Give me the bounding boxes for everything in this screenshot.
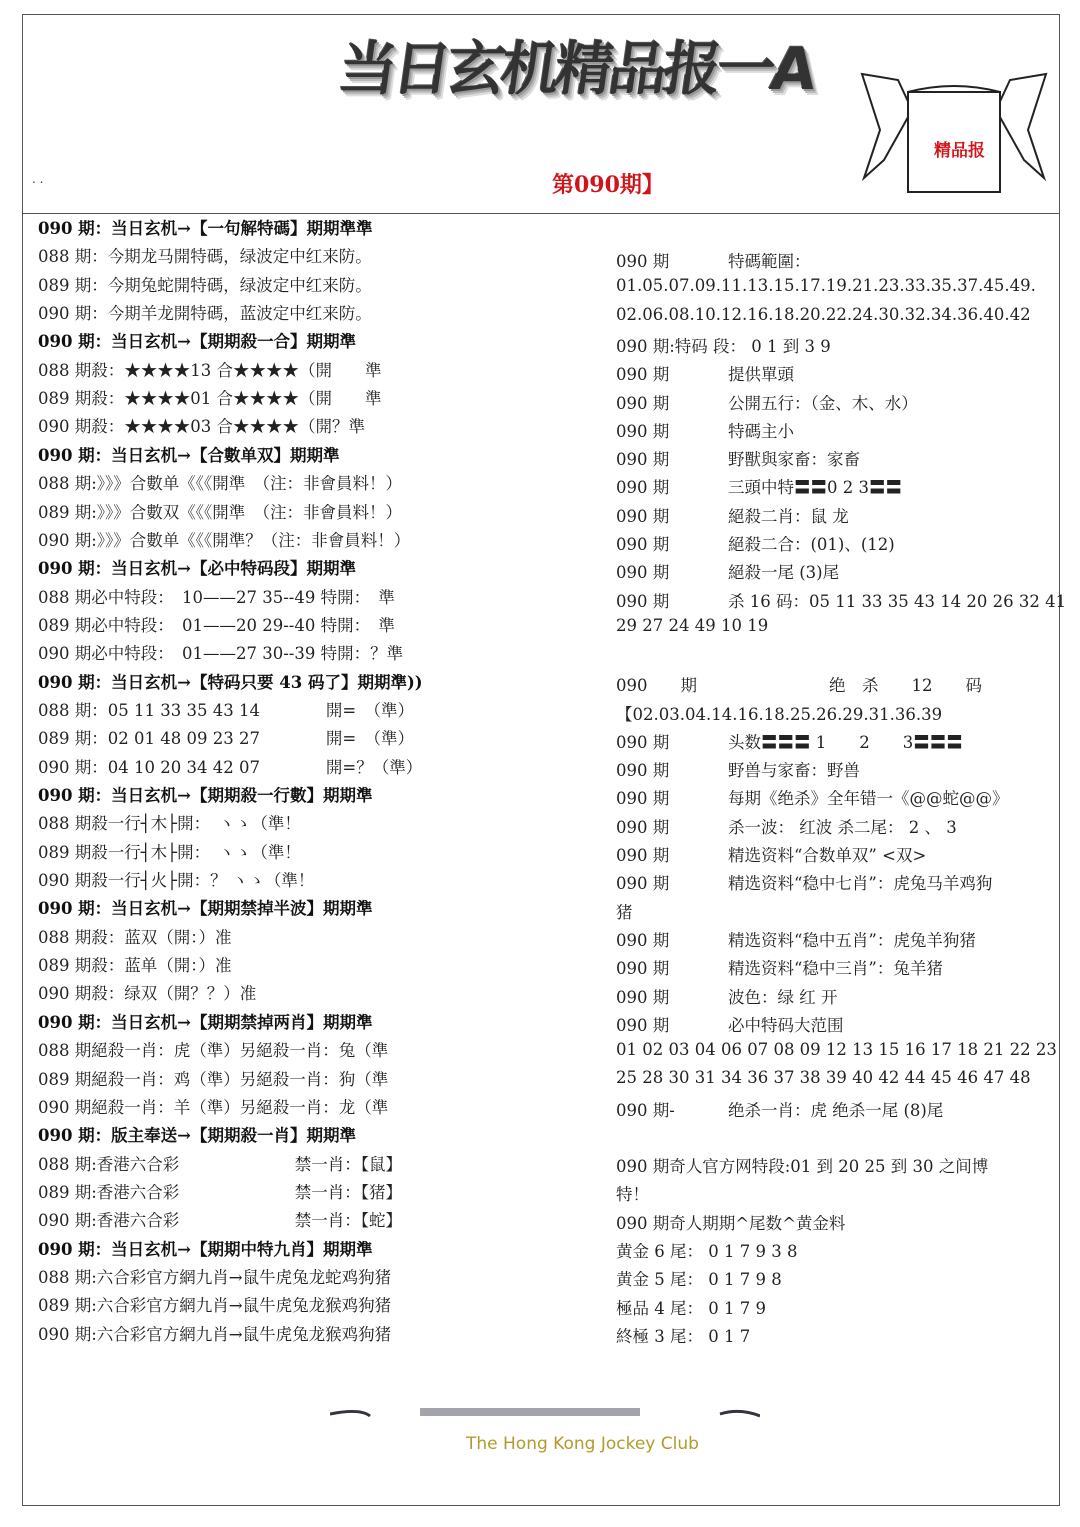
info-row-value: 絕殺一尾 (3)尾 xyxy=(728,563,840,583)
info-row-lead: 090 期 xyxy=(616,761,670,781)
info-row xyxy=(616,955,943,979)
info-row-lead: 090 期奇人官方网特段:01 到 20 25 到 30 之间博 xyxy=(616,1157,989,1176)
list-item: 089 期:六合彩官方網九肖→鼠牛虎兔龙猴鸡狗猪 xyxy=(38,1296,392,1316)
list-item: 090 期殺：绿双（開？？）准 xyxy=(38,984,257,1004)
section-heading: 090 期：当日玄机→【期期殺一合】期期準 xyxy=(38,332,357,352)
list-item: 090 期:》》》合數单《《《開準？（注：非會員料！） xyxy=(38,530,411,550)
info-row xyxy=(616,361,794,385)
list-item: 090 期殺：★★★★03 合★★★★（開？準 xyxy=(38,417,365,437)
info-row xyxy=(616,333,831,357)
info-row-lead: 090 期 xyxy=(616,421,670,441)
list-item: 088 期:》》》合數单《《《開準 （注：非會員料！） xyxy=(38,474,403,494)
info-row-value: 绝杀一肖：虎 绝杀一尾 (8)尾 xyxy=(728,1100,944,1120)
list-item: 090 期：今期羊龙開特碼，蓝波定中红来防。 xyxy=(38,304,372,324)
footer-logo-text: The Hong Kong Jockey Club xyxy=(466,1434,699,1454)
info-row xyxy=(616,757,860,781)
info-row xyxy=(616,785,1009,809)
list-item: 089 期：今期兔蛇開特碼，绿波定中红来防。 xyxy=(38,275,372,295)
info-row xyxy=(616,559,840,583)
section-heading: 090 期：当日玄机→【一句解特碼】期期準準 xyxy=(38,219,373,238)
info-row xyxy=(616,588,1067,612)
info-row xyxy=(616,701,942,725)
info-row-value: 精选资料“稳中三肖”：兔羊猪 xyxy=(728,959,943,979)
info-row-lead: 01.05.07.09.11.13.15.17.19.21.23.33.35.37.45.49. xyxy=(616,276,1036,296)
info-row-lead: 090 期 xyxy=(616,450,670,470)
list-item: 089 期殺：★★★★01 合★★★★（開 準 xyxy=(38,389,382,409)
info-row-lead: 090 期 xyxy=(616,1015,670,1035)
info-row xyxy=(616,927,976,951)
header-dots: . . xyxy=(32,172,44,186)
info-row xyxy=(616,418,794,442)
info-row xyxy=(616,1097,944,1121)
info-row-lead: 090 期 xyxy=(616,365,670,385)
info-row-value: 三頭中特〓〓0 2 3〓〓 xyxy=(728,478,902,498)
info-row-lead: 【02.03.04.14.16.18.25.26.29.31.36.39 xyxy=(616,704,943,724)
info-row xyxy=(616,1181,649,1205)
list-item: 089 期必中特段： 01——20 29--40 特開： 準 xyxy=(38,615,395,635)
info-row-lead: 090 期 xyxy=(616,817,670,837)
footer-faint-text xyxy=(330,1404,760,1420)
section-heading: 090 期：当日玄机→【期期殺一行數】期期準 xyxy=(38,786,373,805)
info-row-value: 必中特码大范围 xyxy=(728,1015,844,1035)
section-heading: 090 期：当日玄机→【合數单双】期期準 xyxy=(38,445,340,465)
info-row-value: 提供單頭 xyxy=(728,365,794,385)
banner-label: 精品报 xyxy=(934,141,985,161)
info-row-lead: 090 期 xyxy=(616,478,670,498)
info-row-lead: 極品 4 尾： 0 1 7 9 xyxy=(616,1298,766,1318)
list-item: 090 期:六合彩官方網九肖→鼠牛虎兔龙猴鸡狗猪 xyxy=(38,1324,392,1344)
info-row xyxy=(616,1068,1031,1087)
info-row xyxy=(616,672,982,696)
info-row-lead: 090 期 xyxy=(616,846,670,865)
info-row-lead: 090 期 xyxy=(616,591,670,611)
info-row xyxy=(616,1153,988,1177)
info-row-lead: 090 期 xyxy=(616,874,670,894)
info-row xyxy=(616,1295,766,1319)
list-item: 088 期絕殺一肖：虎（準）另絕殺一肖：兔（準 xyxy=(38,1041,389,1061)
info-row xyxy=(616,1238,797,1262)
info-row-value: 絕殺二合：(01)、(12) xyxy=(728,535,895,554)
list-item: 090 期必中特段： 01——27 30--39 特開：？準 xyxy=(38,644,404,664)
info-row xyxy=(616,276,1036,295)
info-row xyxy=(616,984,838,1008)
list-item: 088 期：今期龙马開特碼，绿波定中红来防。 xyxy=(38,247,372,267)
info-row-value: 每期《绝杀》全年错一《@@蛇@@》 xyxy=(728,789,1009,809)
section-heading: 090 期：版主奉送→【期期殺一肖】期期準 xyxy=(38,1126,357,1146)
info-row xyxy=(616,1040,1057,1059)
info-row xyxy=(616,474,902,498)
info-row-lead: 特！ xyxy=(616,1185,649,1205)
info-row xyxy=(616,305,1031,324)
section-heading: 090 期：当日玄机→【必中特码段】期期準 xyxy=(38,559,357,579)
info-row-value: 波色：绿 红 开 xyxy=(728,987,838,1007)
info-row xyxy=(616,1266,782,1290)
info-row-value: 特碼範圍： xyxy=(728,252,811,271)
issue-number: 第090期】 xyxy=(552,172,664,198)
info-row xyxy=(616,842,927,866)
list-item: 088 期：05 11 33 35 43 14 開= （準） xyxy=(38,700,415,720)
banner-scroll-icon xyxy=(858,70,1050,200)
info-row xyxy=(616,1323,750,1347)
info-row-value: 絕殺二肖：鼠 龙 xyxy=(728,506,849,526)
list-item: 089 期絕殺一肖：鸡（準）另絕殺一肖：狗（準 xyxy=(38,1069,389,1089)
list-item: 090 期絕殺一肖：羊（準）另絕殺一肖：龙（準 xyxy=(38,1097,389,1117)
info-row xyxy=(616,390,918,414)
section-heading: 090 期：当日玄机→【期期中特九肖】期期準 xyxy=(38,1239,373,1259)
info-row-value: 杀一波： 红波 杀二尾： 2 、 3 xyxy=(728,817,957,837)
info-row xyxy=(616,729,963,753)
info-row-value: 杀 16 码：05 11 33 35 43 14 20 26 32 41 xyxy=(728,591,1067,611)
page-title: 当日玄机精品报一A xyxy=(334,35,817,103)
info-row xyxy=(616,248,811,272)
info-row-lead: 01 02 03 04 06 07 08 09 12 13 15 16 17 18 21 22 23 xyxy=(616,1040,1057,1060)
section-heading: 090 期：当日玄机→【期期禁掉半波】期期準 xyxy=(38,899,373,919)
info-row-value: 精选资料“稳中七肖”：虎兔马羊鸡狗 xyxy=(728,874,993,894)
section-heading: 090 期：当日玄机→【特码只要 43 码了】期期準)) xyxy=(38,672,423,692)
list-item: 088 期殺：蓝双（開：）准 xyxy=(38,927,232,947)
info-row-lead: 090 期 xyxy=(616,930,670,950)
list-item: 089 期：02 01 48 09 23 27 開= （準） xyxy=(38,729,415,749)
info-row-lead: 090 期 xyxy=(616,732,670,752)
info-row-value: 头数〓〓〓 1 2 3〓〓〓 xyxy=(728,732,963,752)
right-column xyxy=(616,248,1067,1358)
list-item: 090 期:香港六合彩 禁一肖：【蛇】 xyxy=(38,1211,403,1231)
list-item: 088 期殺：★★★★13 合★★★★（開 準 xyxy=(38,360,382,380)
info-row-lead: 090 期 xyxy=(616,393,670,413)
list-item: 088 期殺一行┤木├開： ヽゝ（準！ xyxy=(38,814,301,834)
info-row-lead: 29 27 24 49 10 19 xyxy=(616,615,769,635)
list-item: 089 期殺：蓝单（開：）准 xyxy=(38,956,232,976)
info-row-lead: 090 期 xyxy=(616,959,670,979)
info-row-lead: 090 期 xyxy=(616,535,670,554)
list-item: 090 期殺一行┤火├開：？ ヽゝ（準！ xyxy=(38,871,315,891)
info-row-value: 公開五行：（金、木、水） xyxy=(728,393,918,413)
info-row-lead: 090 期 xyxy=(616,563,670,583)
info-row xyxy=(616,1012,844,1036)
info-row-lead: 黄金 5 尾： 0 1 7 9 8 xyxy=(616,1270,782,1290)
info-row-value: 野獸與家畜：家畜 xyxy=(728,450,860,470)
info-row-lead: 02.06.08.10.12.16.18.20.22.24.30.32.34.36.40.42 xyxy=(616,304,1031,324)
info-row-value: 精选资料“稳中五肖”：虎兔羊狗猪 xyxy=(728,930,976,950)
list-item: 089 期:香港六合彩 禁一肖：【猪】 xyxy=(38,1182,403,1202)
info-row-lead: 090 期 xyxy=(616,252,670,271)
list-item: 088 期必中特段： 10——27 35--49 特開： 準 xyxy=(38,587,395,607)
list-item: 089 期:》》》合數双《《《開準 （注：非會員料！） xyxy=(38,502,403,522)
info-row-lead: 黄金 6 尾： 0 1 7 9 3 8 xyxy=(616,1241,798,1261)
info-row-lead: 090 期 绝 杀 12 码 xyxy=(616,676,982,696)
info-row xyxy=(616,503,849,527)
list-item: 088 期:六合彩官方網九肖→鼠牛虎兔龙蛇鸡狗猪 xyxy=(38,1267,392,1287)
info-row-lead: 猪 xyxy=(616,902,633,922)
info-row xyxy=(616,870,993,894)
info-row-lead: 090 期 xyxy=(616,789,670,809)
info-row-value: 精选资料“合数单双” <双> xyxy=(728,846,927,865)
info-row-lead: 090 期:特码 段： 0 1 到 3 9 xyxy=(616,336,831,356)
info-row xyxy=(616,1210,845,1234)
info-row-lead: 25 28 30 31 34 36 37 38 39 40 42 44 45 46 47 48 xyxy=(616,1068,1031,1088)
info-row-value: 野兽与家畜：野兽 xyxy=(728,761,860,781)
info-row xyxy=(616,616,768,635)
left-column xyxy=(38,216,578,1356)
info-row xyxy=(616,531,895,555)
info-row xyxy=(616,814,957,838)
list-item: 089 期殺一行┤木├開： ヽゝ（準！ xyxy=(38,842,301,862)
info-row-lead: 090 期- xyxy=(616,1100,675,1120)
info-row-lead: 090 期 xyxy=(616,506,670,526)
info-row-lead: 090 期奇人期期^尾数^黄金料 xyxy=(616,1213,846,1233)
info-row xyxy=(616,899,633,923)
section-heading: 090 期：当日玄机→【期期禁掉两肖】期期準 xyxy=(38,1012,373,1032)
info-row-lead: 090 期 xyxy=(616,987,670,1007)
info-row xyxy=(616,446,860,470)
list-item: 090 期：04 10 20 34 42 07 開=？（準） xyxy=(38,757,423,777)
info-row-lead: 終極 3 尾： 0 1 7 xyxy=(616,1326,751,1346)
info-row-value: 特碼主小 xyxy=(728,421,794,441)
list-item: 088 期:香港六合彩 禁一肖：【鼠】 xyxy=(38,1154,403,1174)
